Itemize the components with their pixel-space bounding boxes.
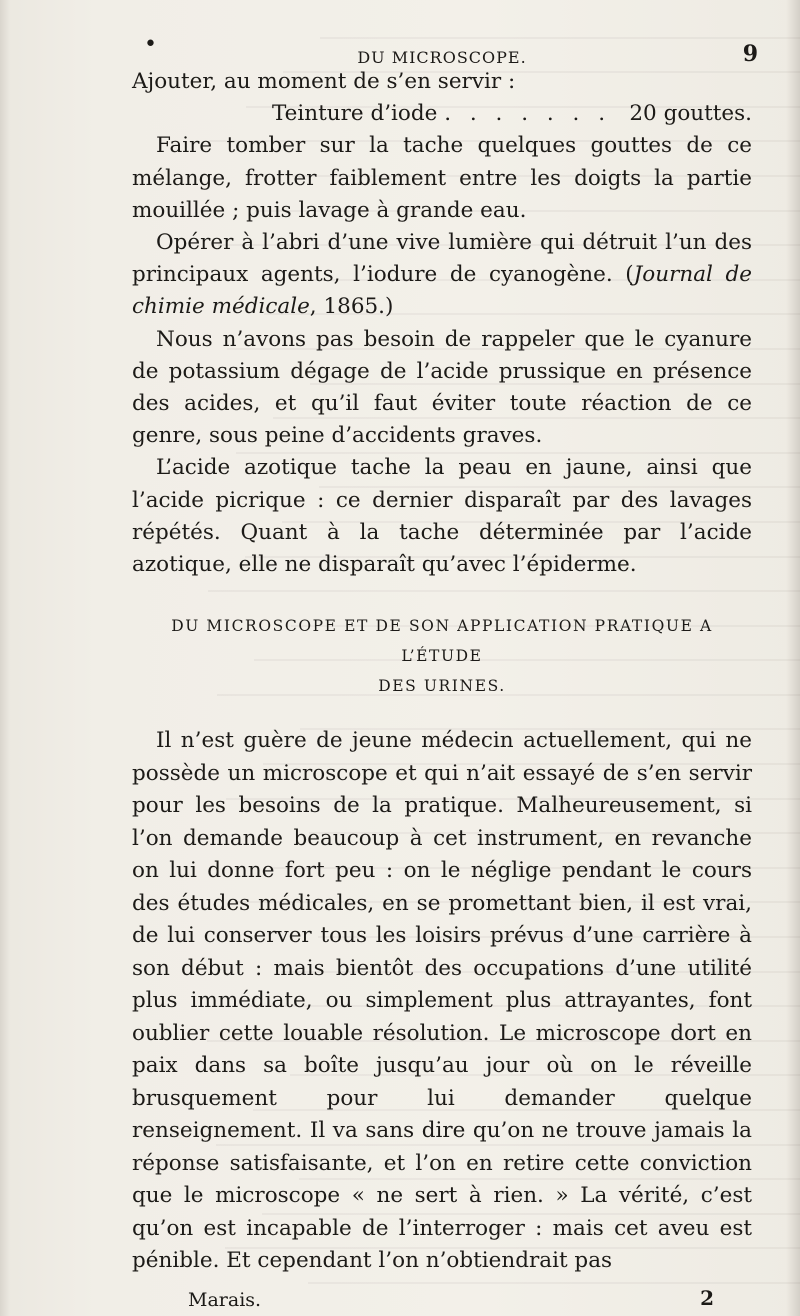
header-ink-dot: • xyxy=(144,32,158,57)
paragraph-4: L’acide azotique tache la peau en jaune, ainsi que l’acide picrique : ce dernier disparaît par des lavages répétés. Quant à la tache déterminée par l’acide azotique, elle ne disparaît qu’avec l’épiderme. xyxy=(132,455,752,578)
page-footer xyxy=(132,1282,752,1316)
running-head: DU MICROSCOPE. xyxy=(357,48,527,67)
section-title-line-1: DU MICROSCOPE ET DE SON APPLICATION PRATIQUE A L’ÉTUDE xyxy=(171,617,713,666)
paragraph-2: Opérer à l’abri d’une vive lumière qui détruit l’un des principaux agents, l’iodure de cyanogène. (Journal de chimie médicale, 1865.) xyxy=(132,230,752,320)
recipe-dots: . . . . . . . xyxy=(444,101,612,127)
page-left-shadow xyxy=(0,0,10,1316)
recipe-line xyxy=(132,98,752,130)
section-title xyxy=(132,611,752,701)
section-title-line-2: DES URINES. xyxy=(378,677,506,696)
page-right-shadow xyxy=(786,0,800,1316)
paragraph-3: Nous n’avons pas besoin de rappeler que le cyanure de potassium dégage de l’acide prussique en présence des acides, et qu’il faut éviter toute réaction de ce genre, sous peine d’accidents graves. xyxy=(132,326,752,449)
page-header xyxy=(132,32,758,67)
journal-citation: Journal de chimie médicale xyxy=(132,262,752,320)
paragraph-intro: Ajouter, au moment de s’en servir : xyxy=(132,69,516,94)
recipe-item: Teinture d’iode xyxy=(272,101,438,127)
page-content xyxy=(132,32,758,1316)
section-body: Il n’est guère de jeune médecin actuellement, qui ne possède un microscope et qui n’ait essayé de s’en servir pour les besoins de la pratique. Malheureusement, si l’on demande beaucoup à cet instrument, en revanche on lui donne fort peu : on le néglige pendant le cours des études médicales, en se promettant bien, il est vrai, de lui conserver tous les loisirs prévus d’une carrière à son début : mais bientôt des occupations d’une utilité plus immédiate, ou simplement plus attrayantes, font oublier cette louable résolution. Le microscope dort en paix dans sa boîte jusqu’au jour où on le réveille brusquement pour lui demander quelque renseignement. Il va sans dire qu’on ne trouve jamais la réponse satisfaisante, et l’on en retire cette conviction que le microscope « ne sert à rien. » La vérité, c’est qu’on est incapable de l’interroger : mais cet aveu est pénible. Et cependant l’on n’obtiendrait pas xyxy=(132,728,752,1274)
sheet-number: 2 xyxy=(700,1285,714,1310)
recipe-quantity: 20 gouttes. xyxy=(629,101,752,127)
paragraph-1: Faire tomber sur la tache quelques gouttes de ce mélange, frotter faiblement entre les doigts la partie mouillée ; puis lavage à grande eau. xyxy=(132,133,752,223)
signature-mark: Marais. xyxy=(188,1288,262,1311)
page-number: 9 xyxy=(742,41,758,67)
